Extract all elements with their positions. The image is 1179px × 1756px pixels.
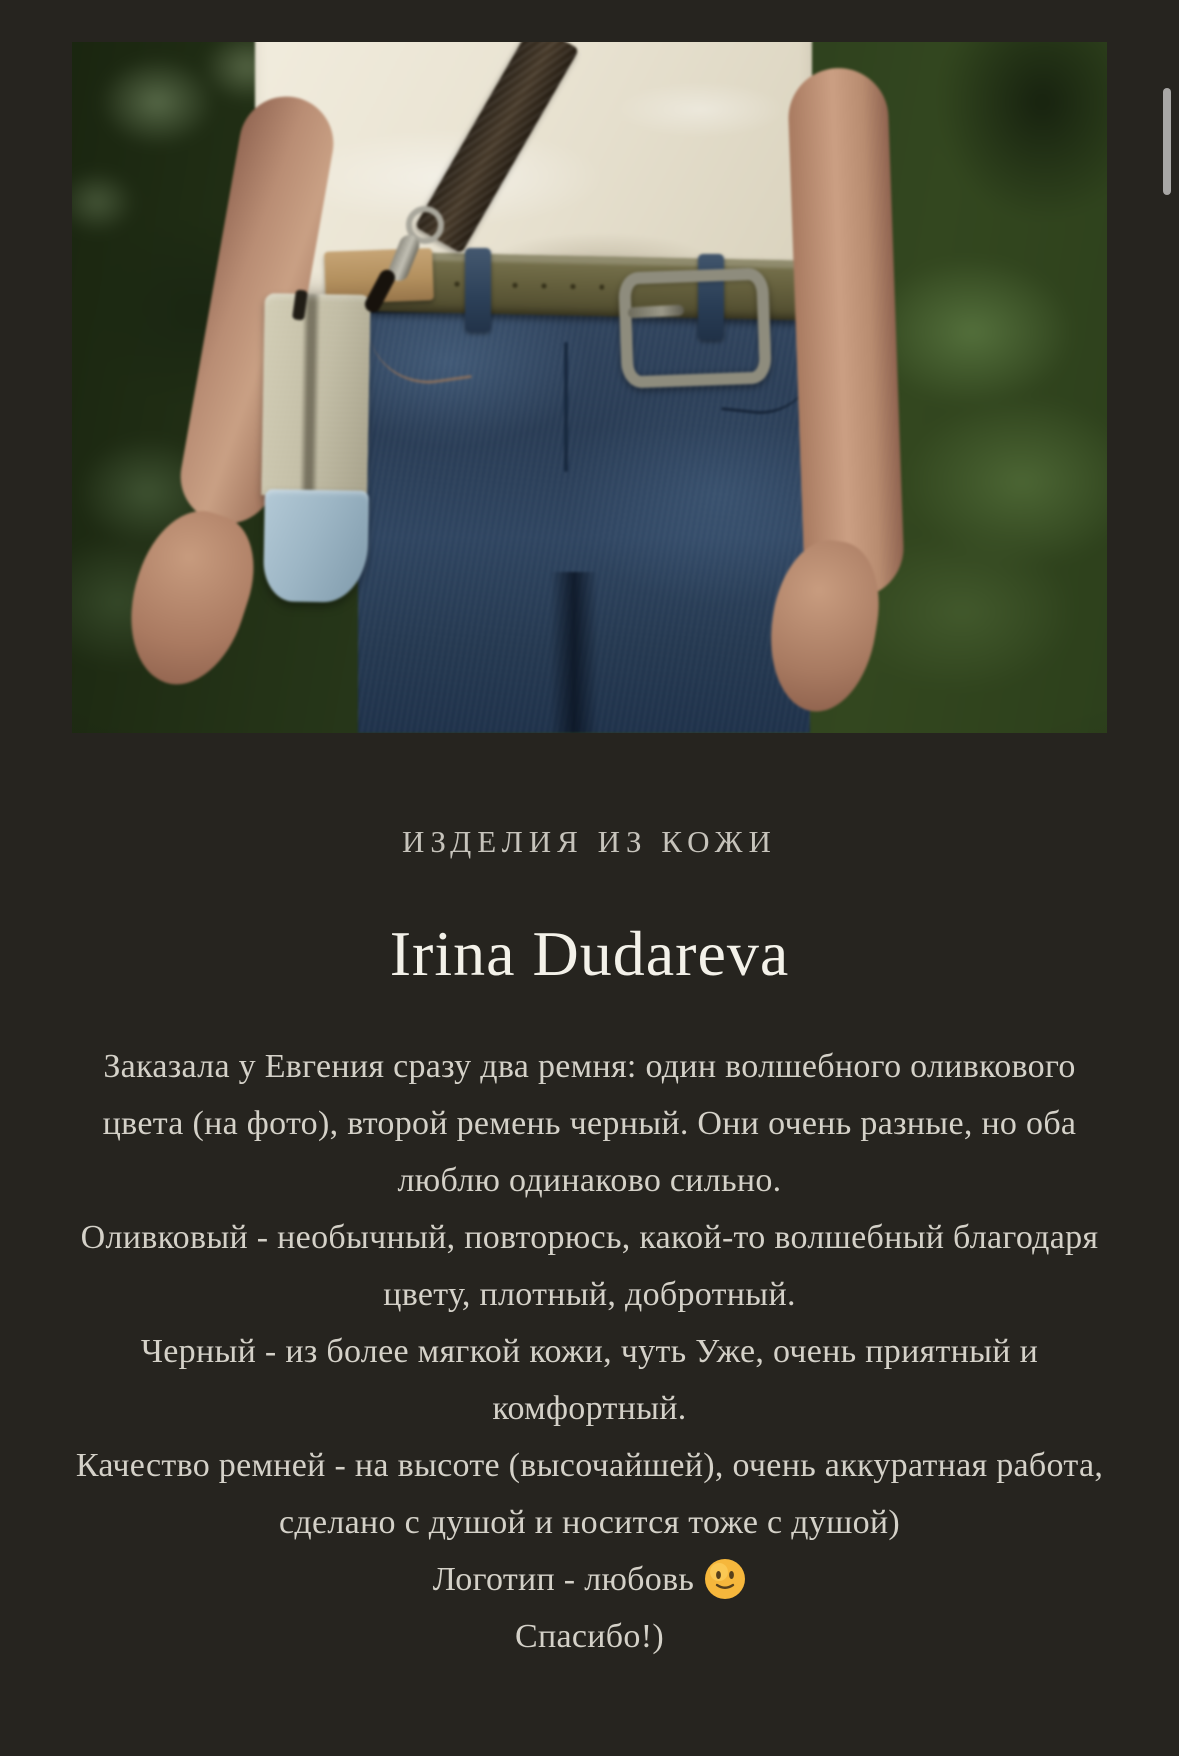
section-eyebrow: ИЗДЕЛИЯ ИЗ КОЖИ bbox=[402, 824, 777, 859]
review-text bbox=[74, 1038, 1105, 1665]
review-paragraph: Оливковый - необычный, повторюсь, какой-то волшебный благодаря цвету, плотный, добротный. bbox=[80, 1219, 1099, 1313]
review-paragraph-with-emoji bbox=[74, 1551, 1105, 1608]
product-photo bbox=[72, 42, 1107, 733]
slightly-smiling-emoji bbox=[704, 1558, 746, 1600]
review-paragraph: Черный - из более мягкой кожи, чуть Уже, очень приятный и комфортный. bbox=[140, 1333, 1039, 1427]
scrollbar-thumb[interactable] bbox=[1163, 88, 1171, 195]
reviewer-name: Irina Dudareva bbox=[389, 918, 790, 989]
review-paragraph: Логотип - любовь bbox=[432, 1561, 695, 1598]
review-paragraph: Заказала у Евгения сразу два ремня: один волшебного оливкового цвета (на фото), второй ремень черный. Они очень разные, но оба люблю одинаково сильно. bbox=[102, 1048, 1077, 1199]
review-paragraph: Качество ремней - на высоте (высочайшей), очень аккуратная работа, сделано с душой и носится тоже с душой) bbox=[75, 1447, 1104, 1541]
photo-vignette bbox=[72, 42, 1107, 733]
review-paragraph: Спасибо!) bbox=[515, 1618, 664, 1655]
